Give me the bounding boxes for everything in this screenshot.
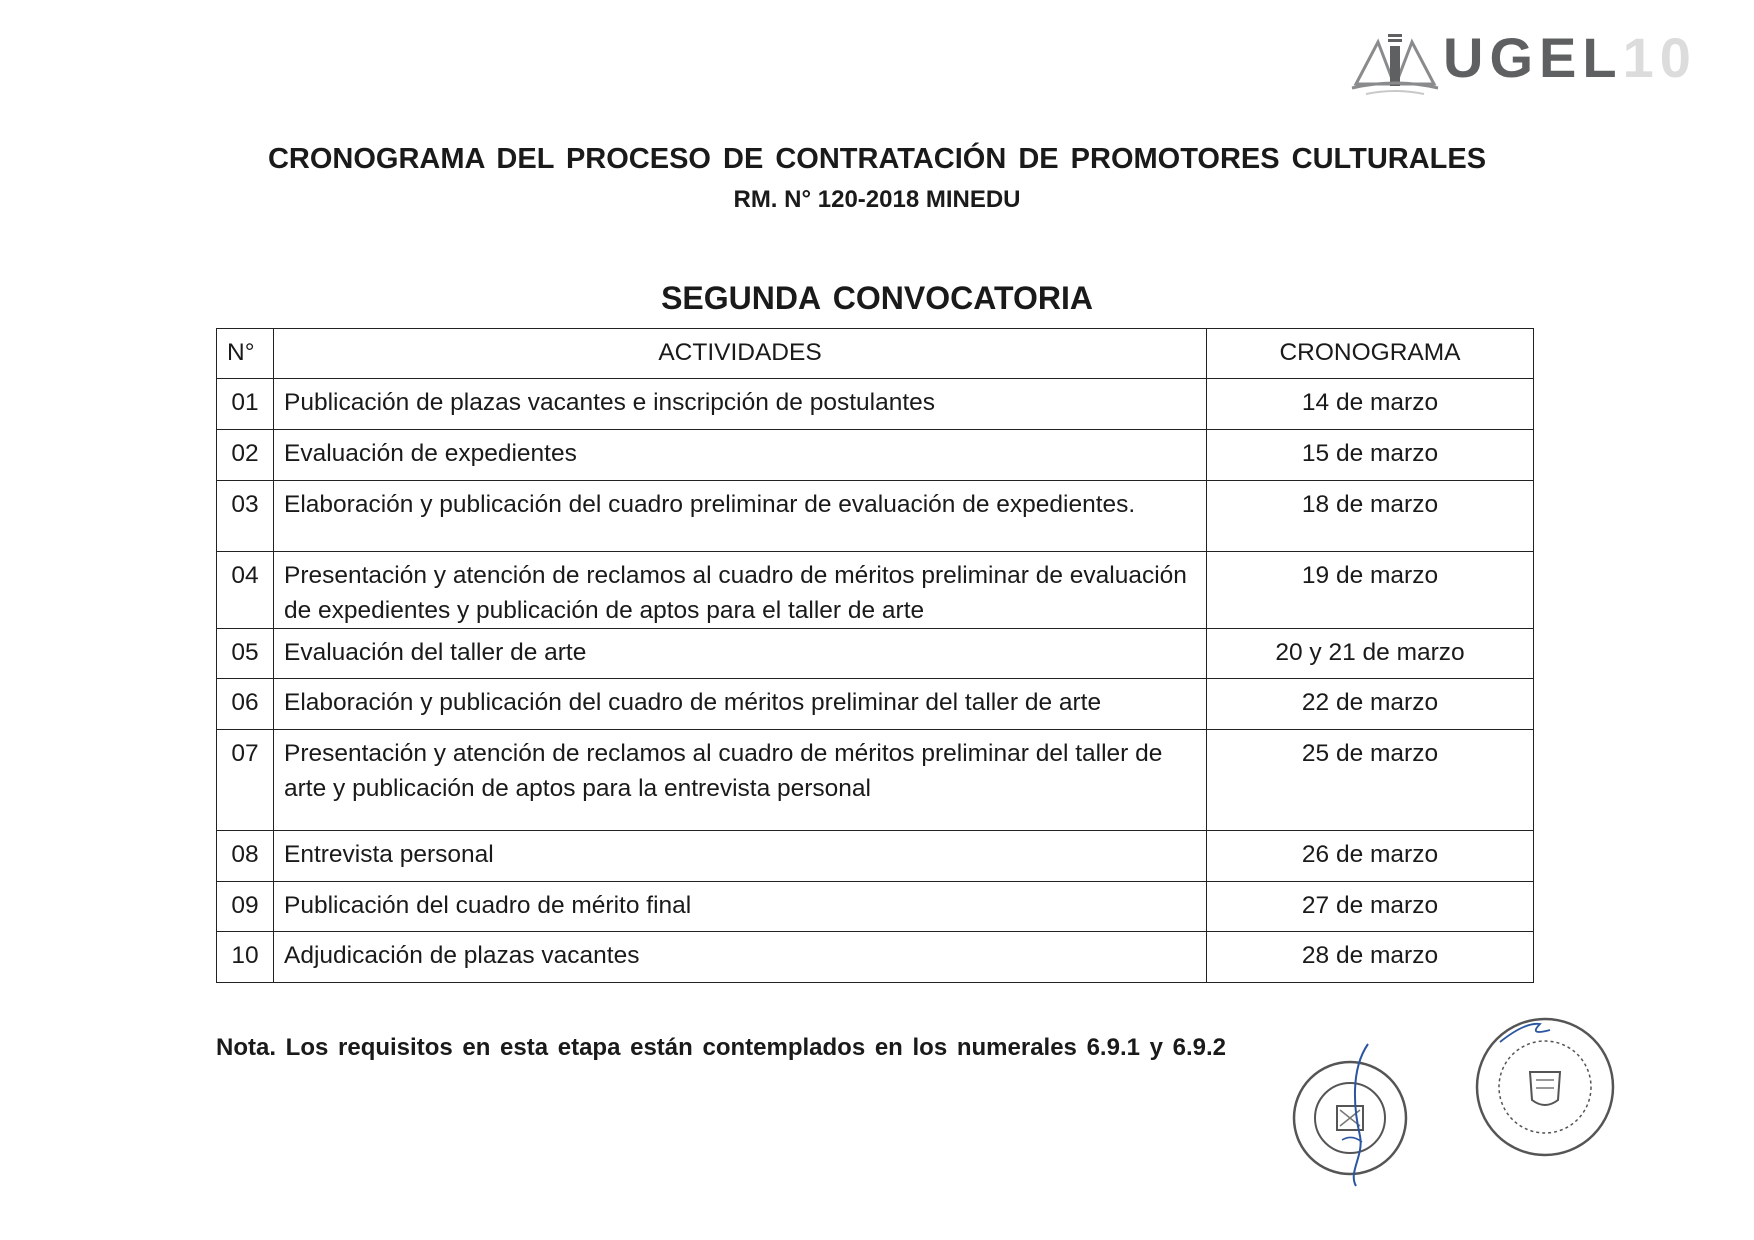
row-number: 08 [217,831,274,882]
table-row [217,379,1534,430]
row-date: 22 de marzo [1207,679,1534,730]
header-schedule: CRONOGRAMA [1207,329,1534,379]
row-activity: Evaluación del taller de arte [274,629,1207,679]
row-number: 09 [217,882,274,932]
row-number: 02 [217,430,274,481]
row-activity: Presentación y atención de reclamos al cuadro de méritos preliminar de evaluación de expedientes y publicación de aptos para el taller de arte [274,552,1207,629]
personal-office-stamp [1290,1040,1410,1190]
table-row [217,932,1534,983]
row-activity: Adjudicación de plazas vacantes [274,932,1207,983]
row-number: 05 [217,629,274,679]
ugel-logo [1348,22,1697,100]
row-date: 28 de marzo [1207,932,1534,983]
table-row [217,730,1534,831]
document-subtitle: RM. N° 120-2018 MINEDU [733,186,1021,213]
row-number: 10 [217,932,274,983]
row-date: 19 de marzo [1207,552,1534,629]
section-heading: SEGUNDA CONVOCATORIA [661,280,1093,316]
row-date: 27 de marzo [1207,882,1534,932]
row-date: 25 de marzo [1207,730,1534,831]
stamp-seal-icon [1290,1040,1410,1190]
row-activity: Presentación y atención de reclamos al cuadro de méritos preliminar del taller de arte y publicación de aptos para la entrevista personal [274,730,1207,831]
row-date: 26 de marzo [1207,831,1534,882]
table-row [217,552,1534,629]
header-number: N° [217,329,274,379]
row-number: 03 [217,481,274,552]
requirements-note: Nota. Los requisitos en esta etapa están contemplados en los numerales 6.9.1 y 6.9.2 [216,1034,1227,1061]
table-header-row [217,329,1534,379]
row-number: 04 [217,552,274,629]
table-row [217,679,1534,730]
row-date: 15 de marzo [1207,430,1534,481]
row-activity: Evaluación de expedientes [274,430,1207,481]
pedagogical-area-stamp [1470,1012,1620,1162]
table-row [217,882,1534,932]
book-emblem-icon [1348,22,1443,100]
logo-text-number: 10 [1622,26,1697,89]
document-title: CRONOGRAMA DEL PROCESO DE CONTRATACIÓN DE PROMOTORES CULTURALES [267,143,1487,175]
schedule-table [216,328,1534,983]
row-date: 18 de marzo [1207,481,1534,552]
row-number: 07 [217,730,274,831]
stamp-seal-icon [1470,1012,1620,1162]
row-number: 01 [217,379,274,430]
row-activity: Entrevista personal [274,831,1207,882]
table-row [217,629,1534,679]
table-row [217,430,1534,481]
row-number: 06 [217,679,274,730]
logo-text-main: UGEL [1443,26,1623,89]
row-activity: Elaboración y publicación del cuadro preliminar de evaluación de expedientes. [274,481,1207,552]
table-row [217,481,1534,552]
row-activity: Publicación de plazas vacantes e inscripción de postulantes [274,379,1207,430]
row-activity: Elaboración y publicación del cuadro de méritos preliminar del taller de arte [274,679,1207,730]
header-activities: ACTIVIDADES [274,329,1207,379]
row-date: 20 y 21 de marzo [1207,629,1534,679]
table-row [217,831,1534,882]
logo-text [1443,26,1697,89]
row-activity: Publicación del cuadro de mérito final [274,882,1207,932]
row-date: 14 de marzo [1207,379,1534,430]
